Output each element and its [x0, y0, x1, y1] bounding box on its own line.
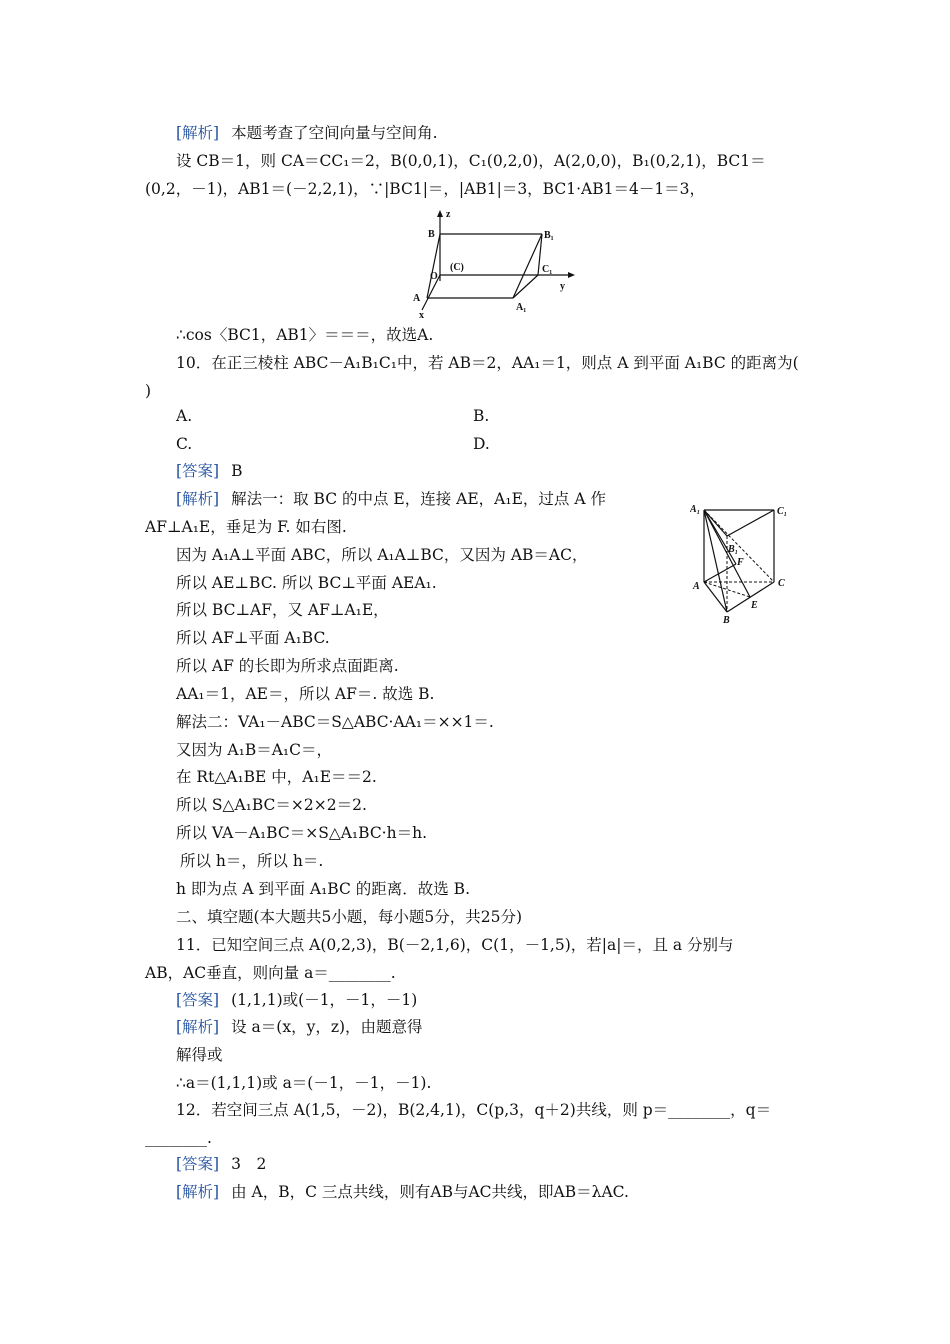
- fig1-label-z: z: [446, 209, 451, 220]
- line-14: 所以 AE⊥BC. 所以 BC⊥平面 AEA₁.: [176, 574, 437, 592]
- line-25: h 即为点 A 到平面 A₁BC 的距离．故选 B.: [176, 880, 471, 898]
- fig1-label-c1: C₁: [542, 264, 553, 275]
- line-34: ________.: [145, 1129, 212, 1147]
- line-21: 在 Rt△A₁BE 中，A₁E＝＝2.: [176, 768, 377, 786]
- line-text: 由 A，B，C 三点共线，则有AB与AC共线，即AB＝λAC.: [231, 1183, 629, 1201]
- line-1: [176, 122, 438, 144]
- line-6: ): [145, 382, 152, 400]
- line-19: 解法二：VA₁－ABC＝S△ABC·AA₁＝××1＝.: [176, 713, 494, 731]
- line-answer-10: [176, 460, 243, 482]
- line-text: B: [231, 462, 243, 480]
- fig2-label-e: E: [751, 600, 758, 611]
- line-text: 解法一：取 BC 的中点 E，连接 AE，A₁E，过点 A 作: [231, 490, 606, 508]
- line-33: 12．若空间三点 A(1,5，－2)，B(2,4,1)，C(p,3，q＋2)共线，则 p＝________，q＝: [176, 1101, 772, 1119]
- line-text: 3 2: [231, 1155, 267, 1173]
- fig1-label-a: A: [413, 293, 421, 304]
- line-16: 所以 AF⊥平面 A₁BC.: [176, 629, 330, 647]
- prism-figure: [690, 502, 800, 624]
- line-3: (0,2，－1)，AB1＝(－2,2,1)，∵|BC1|＝，|AB1|＝3，BC1·AB1＝4－1＝3，: [145, 180, 706, 198]
- line-analysis-10: [176, 488, 606, 510]
- coordinate-figure: [410, 206, 590, 320]
- line-2: 设 CB＝1，则 CA＝CC₁＝2，B(0,0,1)，C₁(0,2,0)，A(2,0,0)，B₁(0,2,1)，BC1＝: [176, 152, 766, 170]
- analysis-tag: [解析]: [176, 124, 220, 142]
- line-answer-11: [176, 989, 417, 1011]
- line-32: ∴a＝(1,1,1)或 a＝(－1，－1，－1).: [176, 1074, 432, 1092]
- line-28: AB，AC垂直，则向量 a＝________.: [145, 964, 396, 982]
- line-analysis-11: [176, 1016, 423, 1038]
- line-31: 解得或: [176, 1046, 223, 1064]
- line-15: 所以 BC⊥AF，又 AF⊥A₁E，: [176, 601, 389, 619]
- answer-tag: [答案]: [176, 991, 220, 1009]
- fig2-label-b1: B₁: [728, 544, 739, 555]
- fig1-label-o: O: [430, 271, 438, 282]
- line-text: (1,1,1)或(－1，－1，－1): [231, 991, 418, 1009]
- analysis-tag: [解析]: [176, 1018, 220, 1036]
- fig1-label-y: y: [560, 281, 565, 292]
- fig2-label-b: B: [723, 615, 730, 624]
- fig2-label-a1: A₁: [690, 504, 701, 515]
- fig1-label-c: (C): [450, 262, 464, 273]
- answer-tag: [答案]: [176, 462, 220, 480]
- line-text: 设 a＝(x，y，z)，由题意得: [231, 1018, 423, 1036]
- line-18: AA₁＝1，AE＝，所以 AF＝. 故选 B.: [176, 685, 435, 703]
- line-answer-12: [176, 1153, 266, 1175]
- line-analysis-12: [176, 1181, 629, 1203]
- fig1-label-x: x: [419, 310, 424, 320]
- line-23: 所以 VA－A₁BC＝×S△A₁BC·h＝h.: [176, 824, 427, 842]
- line-22: 所以 S△A₁BC＝×2×2＝2.: [176, 796, 367, 814]
- answer-tag: [答案]: [176, 1155, 220, 1173]
- line-24: 所以 h＝，所以 h＝.: [180, 852, 324, 870]
- analysis-tag: [解析]: [176, 490, 220, 508]
- choice-b: B.: [473, 407, 490, 425]
- fig1-label-a1: A₁: [516, 302, 527, 313]
- section-heading: 二、填空题(本大题共5小题，每小题5分，共25分): [176, 908, 523, 926]
- fig2-label-f: F: [737, 557, 744, 568]
- fig2-label-c1: C₁: [777, 506, 788, 517]
- line-13: 因为 A₁A⊥平面 ABC，所以 A₁A⊥BC，又因为 AB＝AC，: [176, 546, 588, 564]
- line-5: 10．在正三棱柱 ABC－A₁B₁C₁中，若 AB＝2，AA₁＝1，则点 A 到平面 A₁BC 的距离为(: [176, 354, 799, 372]
- fig1-label-b1: B₁: [544, 230, 554, 241]
- fig1-label-b: B: [428, 229, 435, 240]
- choice-c: C.: [176, 435, 193, 453]
- choice-d: D.: [473, 435, 490, 453]
- fig2-label-a: A: [693, 581, 700, 592]
- choice-a: A.: [176, 407, 193, 425]
- line-17: 所以 AF 的长即为所求点面距离.: [176, 657, 399, 675]
- line-27: 11．已知空间三点 A(0,2,3)，B(－2,1,6)，C(1，－1,5)，若|a|＝，且 a 分别与: [176, 936, 734, 954]
- line-4: ∴cos〈BC1，AB1〉＝＝＝，故选A.: [176, 326, 434, 344]
- fig2-label-c: C: [778, 578, 785, 589]
- line-20: 又因为 A₁B＝A₁C＝，: [176, 741, 332, 759]
- line-text: 本题考查了空间向量与空间角.: [231, 124, 438, 142]
- line-12: AF⊥A₁E，垂足为 F. 如右图.: [145, 518, 347, 536]
- analysis-tag: [解析]: [176, 1183, 220, 1201]
